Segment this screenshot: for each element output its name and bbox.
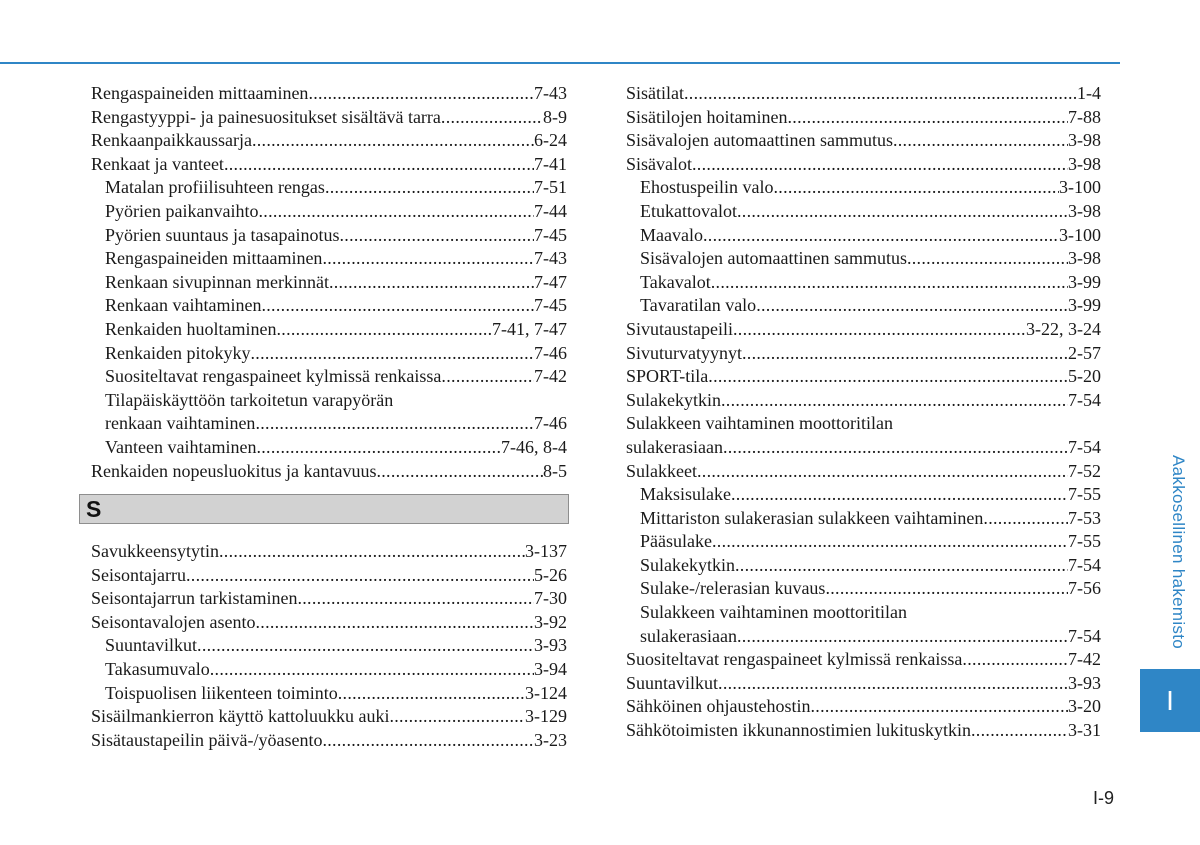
index-subentry: [91, 294, 567, 318]
index-entry-page-ref[interactable]: 7-52: [1068, 460, 1101, 481]
index-entry-page-ref[interactable]: 6-24: [534, 130, 567, 151]
index-entry-term: Etukattovalot: [640, 200, 737, 221]
dot-leader: [441, 365, 534, 389]
dot-leader: [735, 554, 1068, 578]
index-entry-term: Maavalo: [640, 224, 703, 245]
dot-leader: [252, 129, 534, 153]
index-entry-page-ref[interactable]: 3-124: [525, 682, 567, 703]
index-entry: [626, 82, 1101, 106]
dot-leader: [261, 294, 534, 318]
index-entry-page-ref[interactable]: 7-53: [1068, 507, 1101, 528]
index-entry-term: Sisävalojen automaattinen sammutus: [626, 130, 893, 151]
dot-leader: [322, 729, 534, 753]
index-entry-term: Renkaan vaihtaminen: [105, 295, 262, 316]
index-entry-term: Toispuolisen liikenteen toiminto: [105, 682, 338, 703]
index-entry-term: Ehostuspeilin valo: [640, 177, 774, 198]
dot-leader: [742, 342, 1068, 366]
index-entry-page-ref[interactable]: 7-51: [534, 177, 567, 198]
index-entry-page-ref[interactable]: 3-98: [1068, 200, 1101, 221]
index-entry-line: [626, 672, 1101, 696]
index-entry-line: [626, 365, 1101, 389]
index-entry-page-ref[interactable]: 3-23: [534, 729, 567, 750]
index-subentry: [626, 507, 1101, 531]
index-entry-term: Renkaat ja vanteet: [91, 153, 224, 174]
index-entry-line: [91, 729, 567, 753]
index-entry-term: Suuntavilkut: [626, 672, 719, 693]
dot-leader: [256, 436, 501, 460]
dot-leader: [731, 483, 1068, 507]
index-entry-page-ref[interactable]: 7-46: [534, 413, 567, 434]
dot-leader: [721, 389, 1068, 413]
index-entry-line: [626, 719, 1101, 743]
index-entry: [91, 564, 567, 588]
index-entry-line: [105, 436, 567, 460]
index-entry: [91, 540, 567, 564]
index-entry-page-ref[interactable]: 3-137: [525, 541, 567, 562]
index-entry: [626, 648, 1101, 672]
dot-leader: [893, 129, 1068, 153]
index-entry-line: [640, 554, 1101, 578]
dot-leader: [325, 176, 534, 200]
dot-leader: [329, 271, 534, 295]
index-entry: [91, 729, 567, 753]
index-entry-term: Sisätaustapeilin päivä-/yöasento: [91, 729, 323, 750]
index-subentry: [626, 294, 1101, 318]
dot-leader: [712, 530, 1068, 554]
index-entry: [626, 672, 1101, 696]
index-entry-line: [626, 82, 1101, 106]
index-entry-term: Vanteen vaihtaminen: [105, 436, 257, 457]
index-entry: [91, 611, 567, 635]
index-subentry: [626, 247, 1101, 271]
index-entry-term: SPORT-tila: [626, 366, 709, 387]
index-entry-term: Renkaiden huoltaminen: [105, 318, 277, 339]
index-entry-page-ref[interactable]: 7-88: [1068, 106, 1101, 127]
index-entry-term: Mittariston sulakerasian sulakkeen vaihtaminen: [640, 507, 984, 528]
index-entry-page-ref[interactable]: 3-94: [534, 659, 567, 680]
dot-leader: [708, 365, 1068, 389]
index-entry-line: [91, 540, 567, 564]
index-entry-term: Renkaan sivupinnan merkinnät: [105, 271, 329, 292]
index-entry-term: Suositeltavat rengaspaineet kylmissä renkaissa: [626, 649, 963, 670]
index-entry-term: Sisäilmankierron käyttö kattoluukku auki: [91, 706, 390, 727]
index-entry-page-ref[interactable]: 7-54: [1068, 625, 1101, 646]
index-entry-page-ref[interactable]: 7-54: [1068, 389, 1101, 410]
index-entry-line: [626, 342, 1101, 366]
index-subentry: [91, 342, 567, 366]
index-entry-page-ref[interactable]: 5-20: [1068, 366, 1101, 387]
dot-leader: [971, 719, 1068, 743]
index-entry-line: [640, 601, 1101, 625]
dot-leader: [186, 564, 534, 588]
index-subentry: [626, 271, 1101, 295]
index-entry-page-ref[interactable]: 3-98: [1068, 153, 1101, 174]
index-entry: [626, 695, 1101, 719]
index-entry-line: [105, 294, 567, 318]
dot-leader: [376, 460, 543, 484]
dot-leader: [711, 271, 1068, 295]
index-subentry: [91, 634, 567, 658]
index-entry-line: [105, 389, 567, 413]
index-entry-line: [626, 412, 1101, 436]
index-entry-page-ref[interactable]: 7-42: [1068, 649, 1101, 670]
index-entry-term: Renkaanpaikkaussarja: [91, 130, 252, 151]
index-entry-line: [626, 436, 1101, 460]
index-entry-page-ref[interactable]: 7-54: [1068, 436, 1101, 457]
dot-leader: [723, 436, 1068, 460]
index-entry-page-ref[interactable]: 3-98: [1068, 130, 1101, 151]
dot-leader: [255, 412, 534, 436]
index-entry-term: Takasumuvalo: [105, 659, 210, 680]
dot-leader: [197, 634, 534, 658]
index-entry: [91, 153, 567, 177]
index-subentry: [91, 200, 567, 224]
dot-leader: [322, 247, 534, 271]
index-entry-page-ref[interactable]: 3-129: [525, 706, 567, 727]
index-entry-line: [640, 507, 1101, 531]
index-column-right: [626, 82, 1101, 743]
index-entry-page-ref[interactable]: 7-46: [534, 342, 567, 363]
index-entry-line: [105, 318, 567, 342]
page-number: I-9: [1093, 788, 1115, 808]
index-entry-term: Sulake-/relerasian kuvaus: [640, 578, 826, 599]
index-entry-term: Pääsulake: [640, 531, 712, 552]
dot-leader: [810, 695, 1068, 719]
index-entry: [626, 129, 1101, 153]
index-entry-line: [105, 176, 567, 200]
index-column-left: [86, 82, 567, 752]
index-entry-term: Rengaspaineiden mittaaminen: [105, 248, 323, 269]
index-entry-term: Seisontajarrun tarkistaminen: [91, 588, 298, 609]
dot-leader: [737, 200, 1068, 224]
index-entry-page-ref[interactable]: 7-45: [534, 295, 567, 316]
dot-leader: [692, 153, 1068, 177]
index-entry-term: Matalan profiilisuhteen rengas: [105, 177, 325, 198]
index-entry-page-ref[interactable]: 8-5: [543, 460, 567, 481]
index-entry-term: Pyörien paikanvaihto: [105, 200, 259, 221]
index-entry-page-ref[interactable]: 7-56: [1068, 578, 1101, 599]
index-entry-page-ref[interactable]: 3-93: [1068, 672, 1101, 693]
letter-header-s: S: [79, 494, 569, 524]
dot-leader: [224, 153, 534, 177]
index-entry-line: [626, 153, 1101, 177]
index-entry-term: Sulakekytkin: [626, 389, 721, 410]
index-entry-line: [626, 695, 1101, 719]
index-entry-line: [640, 294, 1101, 318]
index-entry: [626, 460, 1101, 484]
dot-leader: [255, 611, 534, 635]
dot-leader: [308, 82, 534, 106]
index-entry-page-ref[interactable]: 7-44: [534, 200, 567, 221]
index-subentry: [91, 247, 567, 271]
index-entry-term: Tilapäiskäyttöön tarkoitetun varapyörän: [105, 389, 394, 410]
index-entry-page-ref[interactable]: 3-92: [534, 611, 567, 632]
index-entry-page-ref[interactable]: 3-31: [1068, 720, 1101, 741]
index-entry: [626, 342, 1101, 366]
index-entry-term: Maksisulake: [640, 484, 731, 505]
index-subentry: [626, 577, 1101, 601]
index-entry: [91, 705, 567, 729]
section-side-title: Aakkosellinen hakemisto: [1169, 455, 1188, 649]
index-entry-line: [91, 129, 567, 153]
index-entry: [626, 318, 1101, 342]
index-entry-page-ref[interactable]: 7-55: [1068, 484, 1101, 505]
index-entry-line: [640, 224, 1101, 248]
index-entry-page-ref[interactable]: 3-20: [1068, 696, 1101, 717]
index-entry-line: [626, 648, 1101, 672]
index-entry-term: Sisätilojen hoitaminen: [626, 106, 788, 127]
index-entry-term: Sisävalojen automaattinen sammutus: [640, 248, 907, 269]
index-entry-term: Rengaspaineiden mittaaminen: [91, 83, 309, 103]
index-entry-page-ref[interactable]: 7-41, 7-47: [492, 318, 567, 339]
index-subentry: [626, 224, 1101, 248]
index-entry-page-ref[interactable]: 8-9: [543, 106, 567, 127]
index-entry-line: [640, 176, 1101, 200]
index-entry-page-ref[interactable]: 1-4: [1077, 83, 1101, 103]
index-entry-term: Sähköinen ohjaustehostin: [626, 696, 811, 717]
index-list-r: [91, 82, 567, 483]
index-entry-line: [626, 106, 1101, 130]
index-subentry: [91, 224, 567, 248]
index-entry-term: Savukkeensytytin: [91, 541, 219, 562]
index-entry: [91, 82, 567, 106]
index-entry-term: Sisävalot: [626, 153, 692, 174]
index-entry-term: Sivutaustapeili: [626, 318, 733, 339]
index-subentry: [626, 554, 1101, 578]
index-entry-line: [105, 200, 567, 224]
dot-leader: [697, 460, 1068, 484]
index-entry: [91, 129, 567, 153]
dot-leader: [907, 247, 1068, 271]
dot-leader: [825, 577, 1068, 601]
index-entry-line: [105, 365, 567, 389]
index-entry: [626, 389, 1101, 413]
index-entry-line: [640, 577, 1101, 601]
index-entry-line: [640, 483, 1101, 507]
index-entry-term: Sähkötoimisten ikkunannostimien lukituskytkin: [626, 720, 971, 741]
index-entry-line: [91, 611, 567, 635]
index-list-right: [626, 82, 1101, 743]
index-entry: [91, 460, 567, 484]
index-entry-line: [105, 682, 567, 706]
index-entry-page-ref[interactable]: 7-54: [1068, 554, 1101, 575]
index-entry-term: Sulakkeen vaihtaminen moottoritilan: [640, 602, 907, 623]
index-entry-line: [105, 247, 567, 271]
index-subentry: [626, 483, 1101, 507]
index-entry-term: Takavalot: [640, 271, 711, 292]
index-subentry: [91, 176, 567, 200]
index-entry-line: [105, 271, 567, 295]
index-subentry: [91, 436, 567, 460]
index-list-s: [91, 540, 567, 752]
index-entry-line: [105, 224, 567, 248]
index-entry-term: Seisontavalojen asento: [91, 611, 256, 632]
index-entry-line: [626, 389, 1101, 413]
index-entry-page-ref[interactable]: 3-98: [1068, 248, 1101, 269]
index-subentry: [626, 601, 1101, 648]
index-entry-line: [91, 587, 567, 611]
index-subentry: [91, 318, 567, 342]
dot-leader: [389, 705, 525, 729]
index-entry: [626, 412, 1101, 459]
index-entry-line: [105, 634, 567, 658]
index-subentry: [91, 365, 567, 389]
top-rule: [0, 62, 1120, 64]
index-entry-page-ref[interactable]: 3-100: [1059, 177, 1101, 198]
dot-leader: [441, 106, 543, 130]
index-entry-line: [640, 530, 1101, 554]
dot-leader: [733, 318, 1026, 342]
dot-leader: [258, 200, 534, 224]
dot-leader: [338, 682, 525, 706]
index-entry: [91, 106, 567, 130]
index-entry-page-ref[interactable]: 7-42: [534, 366, 567, 387]
index-entry-line: [640, 271, 1101, 295]
index-entry-term: Sulakekytkin: [640, 554, 735, 575]
dot-leader: [737, 625, 1068, 649]
dot-leader: [756, 294, 1068, 318]
dot-leader: [684, 82, 1077, 106]
index-entry: [91, 587, 567, 611]
index-entry-line: [105, 412, 567, 436]
dot-leader: [339, 224, 534, 248]
index-entry-term: Sulakkeet: [626, 460, 697, 481]
index-entry-line: [626, 318, 1101, 342]
index-entry-page-ref[interactable]: 7-41: [534, 153, 567, 174]
index-entry-line: [91, 460, 567, 484]
index-entry-term: sulakerasiaan: [640, 625, 737, 646]
index-entry: [626, 719, 1101, 743]
dot-leader: [962, 648, 1068, 672]
dot-leader: [718, 672, 1068, 696]
index-subentry: [91, 389, 567, 436]
index-entry-term: renkaan vaihtaminen: [105, 413, 256, 434]
index-entry-page-ref[interactable]: 7-45: [534, 224, 567, 245]
index-subentry: [626, 176, 1101, 200]
index-entry-page-ref[interactable]: 3-93: [534, 635, 567, 656]
index-entry-line: [91, 106, 567, 130]
index-entry-term: Renkaiden nopeusluokitus ja kantavuus: [91, 460, 377, 481]
index-entry-term: Suositeltavat rengaspaineet kylmissä renkaissa: [105, 366, 442, 387]
index-subentry: [91, 658, 567, 682]
index-entry-line: [91, 153, 567, 177]
index-entry-page-ref[interactable]: 7-43: [534, 248, 567, 269]
index-entry-line: [91, 82, 567, 106]
index-entry-line: [640, 625, 1101, 649]
index-subentry: [626, 200, 1101, 224]
index-entry-page-ref[interactable]: 7-46, 8-4: [501, 436, 567, 457]
index-entry-page-ref[interactable]: 7-55: [1068, 531, 1101, 552]
index-entry: [626, 365, 1101, 389]
index-entry-page-ref[interactable]: 3-99: [1068, 271, 1101, 292]
index-subentry: [91, 271, 567, 295]
dot-leader: [983, 507, 1068, 531]
index-entry-page-ref[interactable]: 3-100: [1059, 224, 1101, 245]
index-entry-line: [91, 564, 567, 588]
index-entry-line: [626, 129, 1101, 153]
index-entry: [626, 106, 1101, 130]
dot-leader: [787, 106, 1068, 130]
index-subentry: [91, 682, 567, 706]
index-entry-line: [626, 460, 1101, 484]
index-entry-page-ref[interactable]: 5-26: [534, 564, 567, 585]
section-tab[interactable]: I: [1140, 669, 1200, 732]
dot-leader: [276, 318, 492, 342]
index-entry-term: Sulakkeen vaihtaminen moottoritilan: [626, 413, 893, 434]
index-entry-term: Suuntavilkut: [105, 635, 198, 656]
index-entry-term: Sisätilat: [626, 83, 684, 103]
index-entry-term: Rengastyyppi- ja painesuositukset sisältävä tarra: [91, 106, 441, 127]
index-entry-term: Tavaratilan valo: [640, 295, 757, 316]
index-entry-term: Pyörien suuntaus ja tasapainotus: [105, 224, 340, 245]
index-entry: [626, 153, 1101, 177]
index-entry-page-ref[interactable]: 3-22, 3-24: [1026, 318, 1101, 339]
index-entry-term: sulakerasiaan: [626, 436, 723, 457]
index-entry-term: Seisontajarru: [91, 564, 186, 585]
index-entry-line: [640, 247, 1101, 271]
index-entry-line: [105, 658, 567, 682]
dot-leader: [210, 658, 534, 682]
dot-leader: [774, 176, 1060, 200]
index-entry-line: [105, 342, 567, 366]
dot-leader: [250, 342, 534, 366]
index-entry-line: [640, 200, 1101, 224]
dot-leader: [703, 224, 1059, 248]
index-entry-term: Sivuturvatyynyt: [626, 342, 742, 363]
index-entry-line: [91, 705, 567, 729]
index-entry-page-ref[interactable]: 7-47: [534, 271, 567, 292]
dot-leader: [297, 587, 534, 611]
index-entry-page-ref[interactable]: 2-57: [1068, 342, 1101, 363]
index-entry-term: Renkaiden pitokyky: [105, 342, 251, 363]
index-entry-page-ref[interactable]: 7-43: [534, 83, 567, 103]
index-entry-page-ref[interactable]: 7-30: [534, 588, 567, 609]
index-entry-page-ref[interactable]: 3-99: [1068, 295, 1101, 316]
dot-leader: [219, 540, 525, 564]
index-subentry: [626, 530, 1101, 554]
